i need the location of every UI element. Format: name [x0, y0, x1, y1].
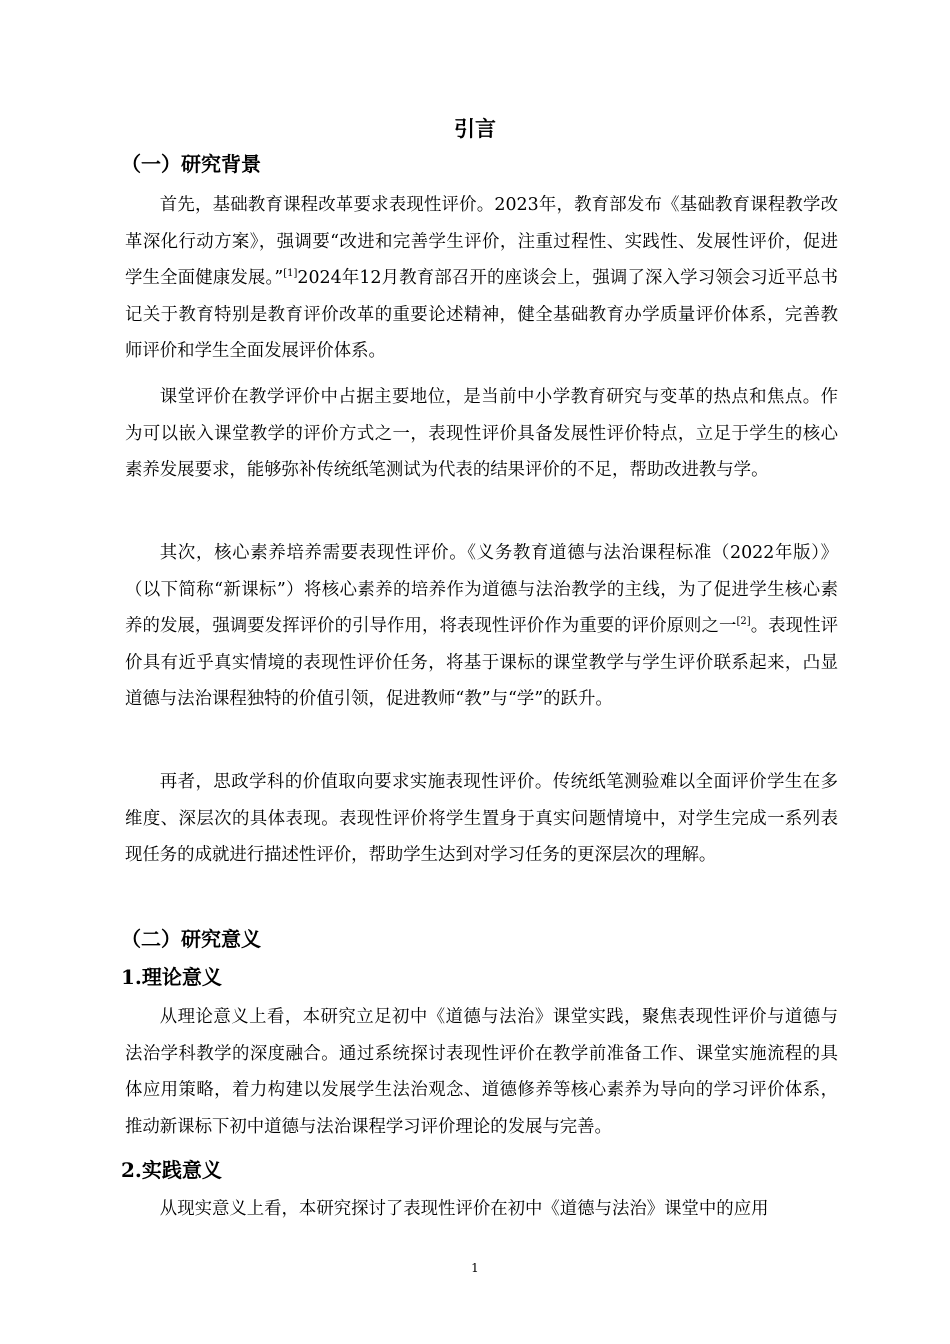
subsection-heading-practice: 2.实践意义 — [121, 1158, 222, 1182]
paragraph-theory: 从理论意义上看，本研究立足初中《道德与法治》课堂实践，聚焦表现性评价与道德与法治学科教学的深度融合。通过系统探讨表现性评价在教学前准备工作、课堂实施流程的具体应用策略，着力构建以发展学生法治观念、道德修养等核心素养为导向的学习评价体系，推动新课标下初中道德与法治课程学习评价理论的发展与完善。 — [125, 1007, 838, 1137]
paragraph-background-3 — [125, 535, 838, 718]
section-heading-significance: （二）研究意义 — [121, 927, 261, 951]
citation-1: [1] — [283, 268, 298, 279]
page-number: 1 — [471, 1261, 479, 1275]
citation-2: [2] — [736, 616, 751, 627]
paragraph-background-2: 课堂评价在教学评价中占据主要地位，是当前中小学教育研究与变革的热点和焦点。作为可以嵌入课堂教学的评价方式之一，表现性评价具备发展性评价特点，立足于学生的核心素养发展要求，能够弥补传统纸笔测试为代表的结果评价的不足，帮助改进教与学。 — [125, 387, 838, 480]
section-heading-background: （一）研究背景 — [121, 152, 261, 176]
paragraph-text: 2024年12月教育部召开的座谈会上，强调了深入学习领会习近平总书记关于教育特别是教育评价改革的重要论述精神，健全基础教育办学质量评价体系，完善教师评价和学生全面发展评价体系。 — [125, 268, 838, 361]
subsection-heading-theory: 1.理论意义 — [121, 965, 222, 989]
page-title: 引言 — [454, 116, 496, 141]
paragraph-background-1 — [125, 187, 838, 370]
paragraph-text: 。表现性评价具有近乎真实情境的表现性评价任务，将基于课标的课堂教学与学生评价联系起来，凸显道德与法治课程独特的价值引领，促进教师“教”与“学”的跃升。 — [125, 616, 838, 709]
paragraph-text: 首先，基础教育课程改革要求表现性评价。2023年，教育部发布《基础教育课程教学改革深化行动方案》，强调要“改进和完善学生评价，注重过程性、实践性、发展性评价，促进学生全面健康发展。” — [125, 195, 838, 288]
paragraph-practice: 从现实意义上看，本研究探讨了表现性评价在初中《道德与法治》课堂中的应用 — [159, 1199, 769, 1219]
paragraph-background-4: 再者，思政学科的价值取向要求实施表现性评价。传统纸笔测验难以全面评价学生在多维度、深层次的具体表现。表现性评价将学生置身于真实问题情境中，对学生完成一系列表现任务的成就进行描述性评价，帮助学生达到对学习任务的更深层次的理解。 — [125, 772, 838, 865]
paragraph-text: 其次，核心素养培养需要表现性评价。《义务教育道德与法治课程标准（2022年版）》（以下简称“新课标”）将核心素养的培养作为道德与法治教学的主线，为了促进学生核心素养的发展，强调要发挥评价的引导作用，将表现性评价作为重要的评价原则之一 — [125, 543, 838, 636]
